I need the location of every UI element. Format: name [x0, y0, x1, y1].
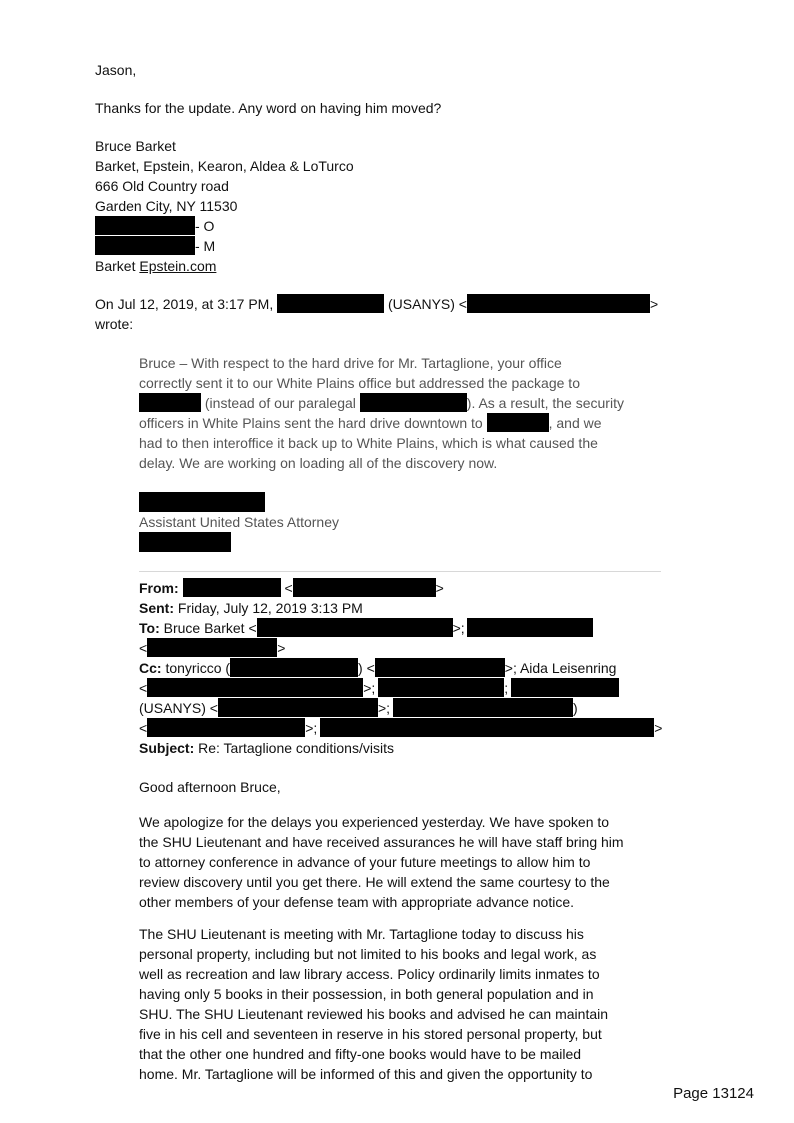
redaction-box	[95, 236, 195, 255]
quote-header: On Jul 12, 2019, at 3:17 PM, (USANYS) < >	[95, 296, 659, 312]
redaction-box	[95, 216, 195, 235]
reply-line: Thanks for the update. Any word on having him moved?	[95, 100, 442, 116]
redaction-box	[277, 294, 384, 313]
redaction-box	[320, 718, 654, 737]
body-p2-line: The SHU Lieutenant is meeting with Mr. Tartaglione today to discuss his	[139, 926, 584, 942]
body-p2-line: having only 5 books in their possession, in both general population and in	[139, 986, 594, 1002]
sig-email: Barket Epstein.com	[95, 258, 217, 274]
divider	[139, 571, 661, 572]
body-p2-line: SHU. The SHU Lieutenant reviewed his books and advised he can maintain	[139, 1006, 609, 1022]
quoted-line: delay. We are working on loading all of the discovery now.	[139, 455, 498, 471]
redaction-box	[378, 678, 504, 697]
body-p2-line: well as recreation and law library access. Policy ordinarily limits inmates to	[139, 966, 600, 982]
header-from: From: < >	[139, 580, 444, 596]
body-p1-line: the SHU Lieutenant and have received assurances he will have staff bring him	[139, 834, 624, 850]
quoted-line: officers in White Plains sent the hard drive downtown to , and we	[139, 415, 602, 431]
page-number: Page 13124	[673, 1085, 754, 1102]
redaction-box	[139, 393, 201, 412]
sig-city: Garden City, NY 11530	[95, 198, 238, 214]
quoted-line: (instead of our paralegal ). As a result, the security	[139, 393, 624, 413]
redaction-box	[218, 698, 378, 717]
body-p2-line: personal property, including but not limited to his books and legal work, as	[139, 946, 597, 962]
header-sent: Sent: Friday, July 12, 2019 3:13 PM	[139, 600, 363, 616]
redaction-box	[257, 618, 453, 637]
sig-mobile-phone: - M	[95, 236, 215, 256]
redaction-box	[511, 678, 619, 697]
body-salutation: Good afternoon Bruce,	[139, 779, 281, 795]
sig-office-phone: - O	[95, 216, 214, 236]
redaction-box	[487, 413, 549, 432]
redaction-box	[467, 294, 650, 313]
sig-name: Bruce Barket	[95, 138, 176, 154]
greeting: Jason,	[95, 62, 137, 78]
header-cc-cont1: < >; ;	[139, 678, 619, 698]
redaction-box	[147, 678, 363, 697]
header-to-cont: < >	[139, 640, 286, 656]
header-cc: Cc: tonyricco ( ) < >; Aida Leisenring	[139, 660, 617, 676]
body-p1-line: review discovery until you get there. He will extend the same courtesy to the	[139, 874, 610, 890]
header-to: To: Bruce Barket < >;	[139, 618, 593, 638]
redaction-box	[147, 718, 305, 737]
quote-wrote: wrote:	[95, 316, 134, 332]
redaction-box	[147, 638, 277, 657]
redaction-box	[375, 658, 505, 677]
quoted-line: had to then interoffice it back up to White Plains, which is what caused the	[139, 435, 598, 451]
body-p1-line: to attorney conference in advance of your future meetings to allow him to	[139, 854, 591, 870]
body-p1-line: other members of your defense team with appropriate advance notice.	[139, 894, 575, 910]
redaction-box	[293, 578, 436, 597]
header-cc-cont3: < >; >	[139, 720, 663, 736]
quoted-line: correctly sent it to our White Plains office but addressed the package to	[139, 375, 580, 391]
redaction-box	[393, 698, 573, 717]
redacted-sender-name	[139, 492, 265, 512]
body-p2-line: five in his cell and seventeen in reserve in his stored personal property, but	[139, 1026, 602, 1042]
redaction-box	[360, 393, 467, 412]
redaction-box	[230, 658, 358, 677]
header-cc-cont2: (USANYS) < >; )	[139, 700, 578, 716]
redaction-box	[183, 578, 281, 597]
body-p2-line: that the other one hundred and fifty-one books would have to be mailed	[139, 1046, 582, 1062]
sig-street: 666 Old Country road	[95, 178, 229, 194]
body-p2-line: home. Mr. Tartaglione will be informed of this and given the opportunity to	[139, 1066, 593, 1082]
redacted-sender-contact	[139, 532, 231, 552]
sig-firm: Barket, Epstein, Kearon, Aldea & LoTurco	[95, 158, 354, 174]
quoted-line: Bruce – With respect to the hard drive for Mr. Tartaglione, your office	[139, 355, 562, 371]
header-subject: Subject: Re: Tartaglione conditions/visits	[139, 740, 394, 756]
email-link[interactable]: Epstein.com	[139, 258, 217, 274]
sender-title: Assistant United States Attorney	[139, 514, 339, 530]
redaction-box	[467, 618, 593, 637]
body-p1-line: We apologize for the delays you experienced yesterday. We have spoken to	[139, 814, 610, 830]
